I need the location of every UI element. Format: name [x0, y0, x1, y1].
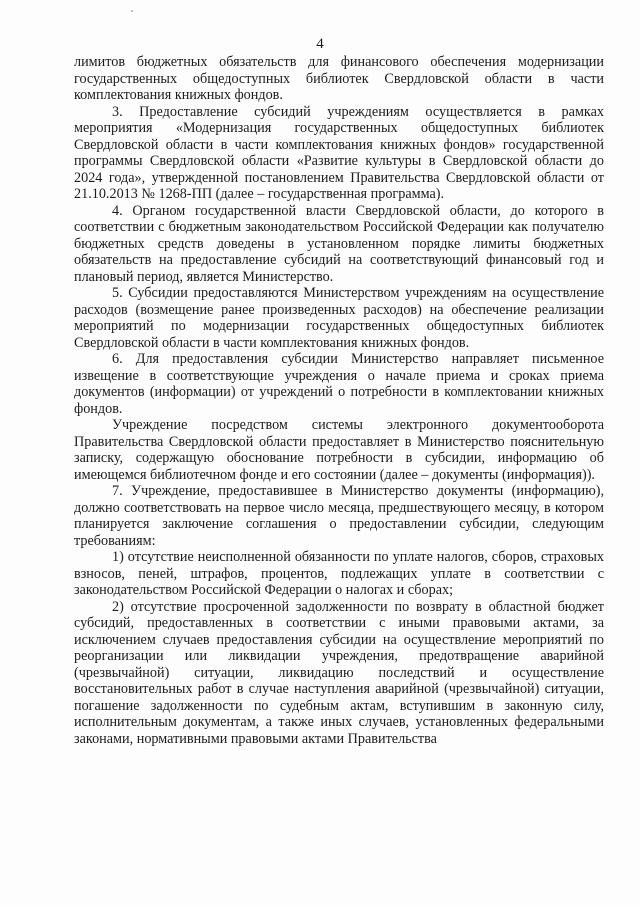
paragraph-6: 6. Для предоставления субсидии Министерство направляет письменное извещение в соответствующие учреждения о начале приема и сроках приема документов (информации) от учреждений о потребности в комплектовании книжных фондов.	[74, 351, 604, 417]
requirement-2: 2) отсутствие просроченной задолженности по возврату в областной бюджет субсидий, предоставленных в соответствии с иными правовыми актами, за исключением случаев предоставления субсидии на осуществление мероприятий по реорганизации или ликвидации учреждения, предотвращение аварийной (чрезвычайной) ситуации, ликвидацию последствий и осуществление восстановительных работ в случае наступления аварийной (чрезвычайной) ситуации, погашение задолженности по судебным актам, вступившим в законную силу, исполнительным документам, а также иных случаев, установленных федеральными законами, нормативными правовыми актами Правительства	[74, 598, 604, 747]
paragraph-6-continued: Учреждение посредством системы электронного документооборота Правительства Свердловской области предоставляет в Министерство пояснительную записку, содержащую обоснование потребности в субсидии, информацию об имеющемся библиотечном фонде и его состоянии (далее – документы (информация)).	[74, 417, 604, 483]
paragraph-3: 3. Предоставление субсидий учреждениям осуществляется в рамках мероприятия «Модернизация государственных общедоступных библиотек Свердловской области в части комплектования книжных фондов» государственной программы Свердловской области «Развитие культуры в Свердловской области до 2024 года», утвержденной постановлением Правительства Свердловской области от 21.10.2013 № 1268-ПП (далее – государственная программа).	[74, 103, 604, 202]
paragraph-4: 4. Органом государственной власти Свердловской области, до которого в соответствии с бюджетным законодательством Российской Федерации как получателю бюджетных средств доведены в установленном порядке лимиты бюджетных обязательств на предоставление субсидий на соответствующий финансовый год и плановый период, является Министерство.	[74, 202, 604, 285]
document-body	[74, 54, 604, 747]
scan-dot	[131, 10, 133, 12]
paragraph-5: 5. Субсидии предоставляются Министерством учреждениям на осуществление расходов (возмещение ранее произведенных расходов) на обеспечение реализации мероприятий по модернизации государственных общедоступных библиотек Свердловской области в части комплектования книжных фондов.	[74, 285, 604, 351]
requirement-1: 1) отсутствие неисполненной обязанности по уплате налогов, сборов, страховых взносов, пеней, штрафов, процентов, подлежащих уплате в соответствии с законодательством Российской Федерации о налогах и сборах;	[74, 549, 604, 598]
page-number: 4	[316, 36, 324, 52]
paragraph-continuation: лимитов бюджетных обязательств для финансового обеспечения модернизации государственных общедоступных библиотек Свердловской области в части комплектования книжных фондов.	[74, 54, 604, 103]
paragraph-7: 7. Учреждение, предоставившее в Министерство документы (информацию), должно соответствовать на первое число месяца, предшествующего месяцу, в котором планируется заключение соглашения о предоставлении субсидии, следующим требованиям:	[74, 483, 604, 549]
